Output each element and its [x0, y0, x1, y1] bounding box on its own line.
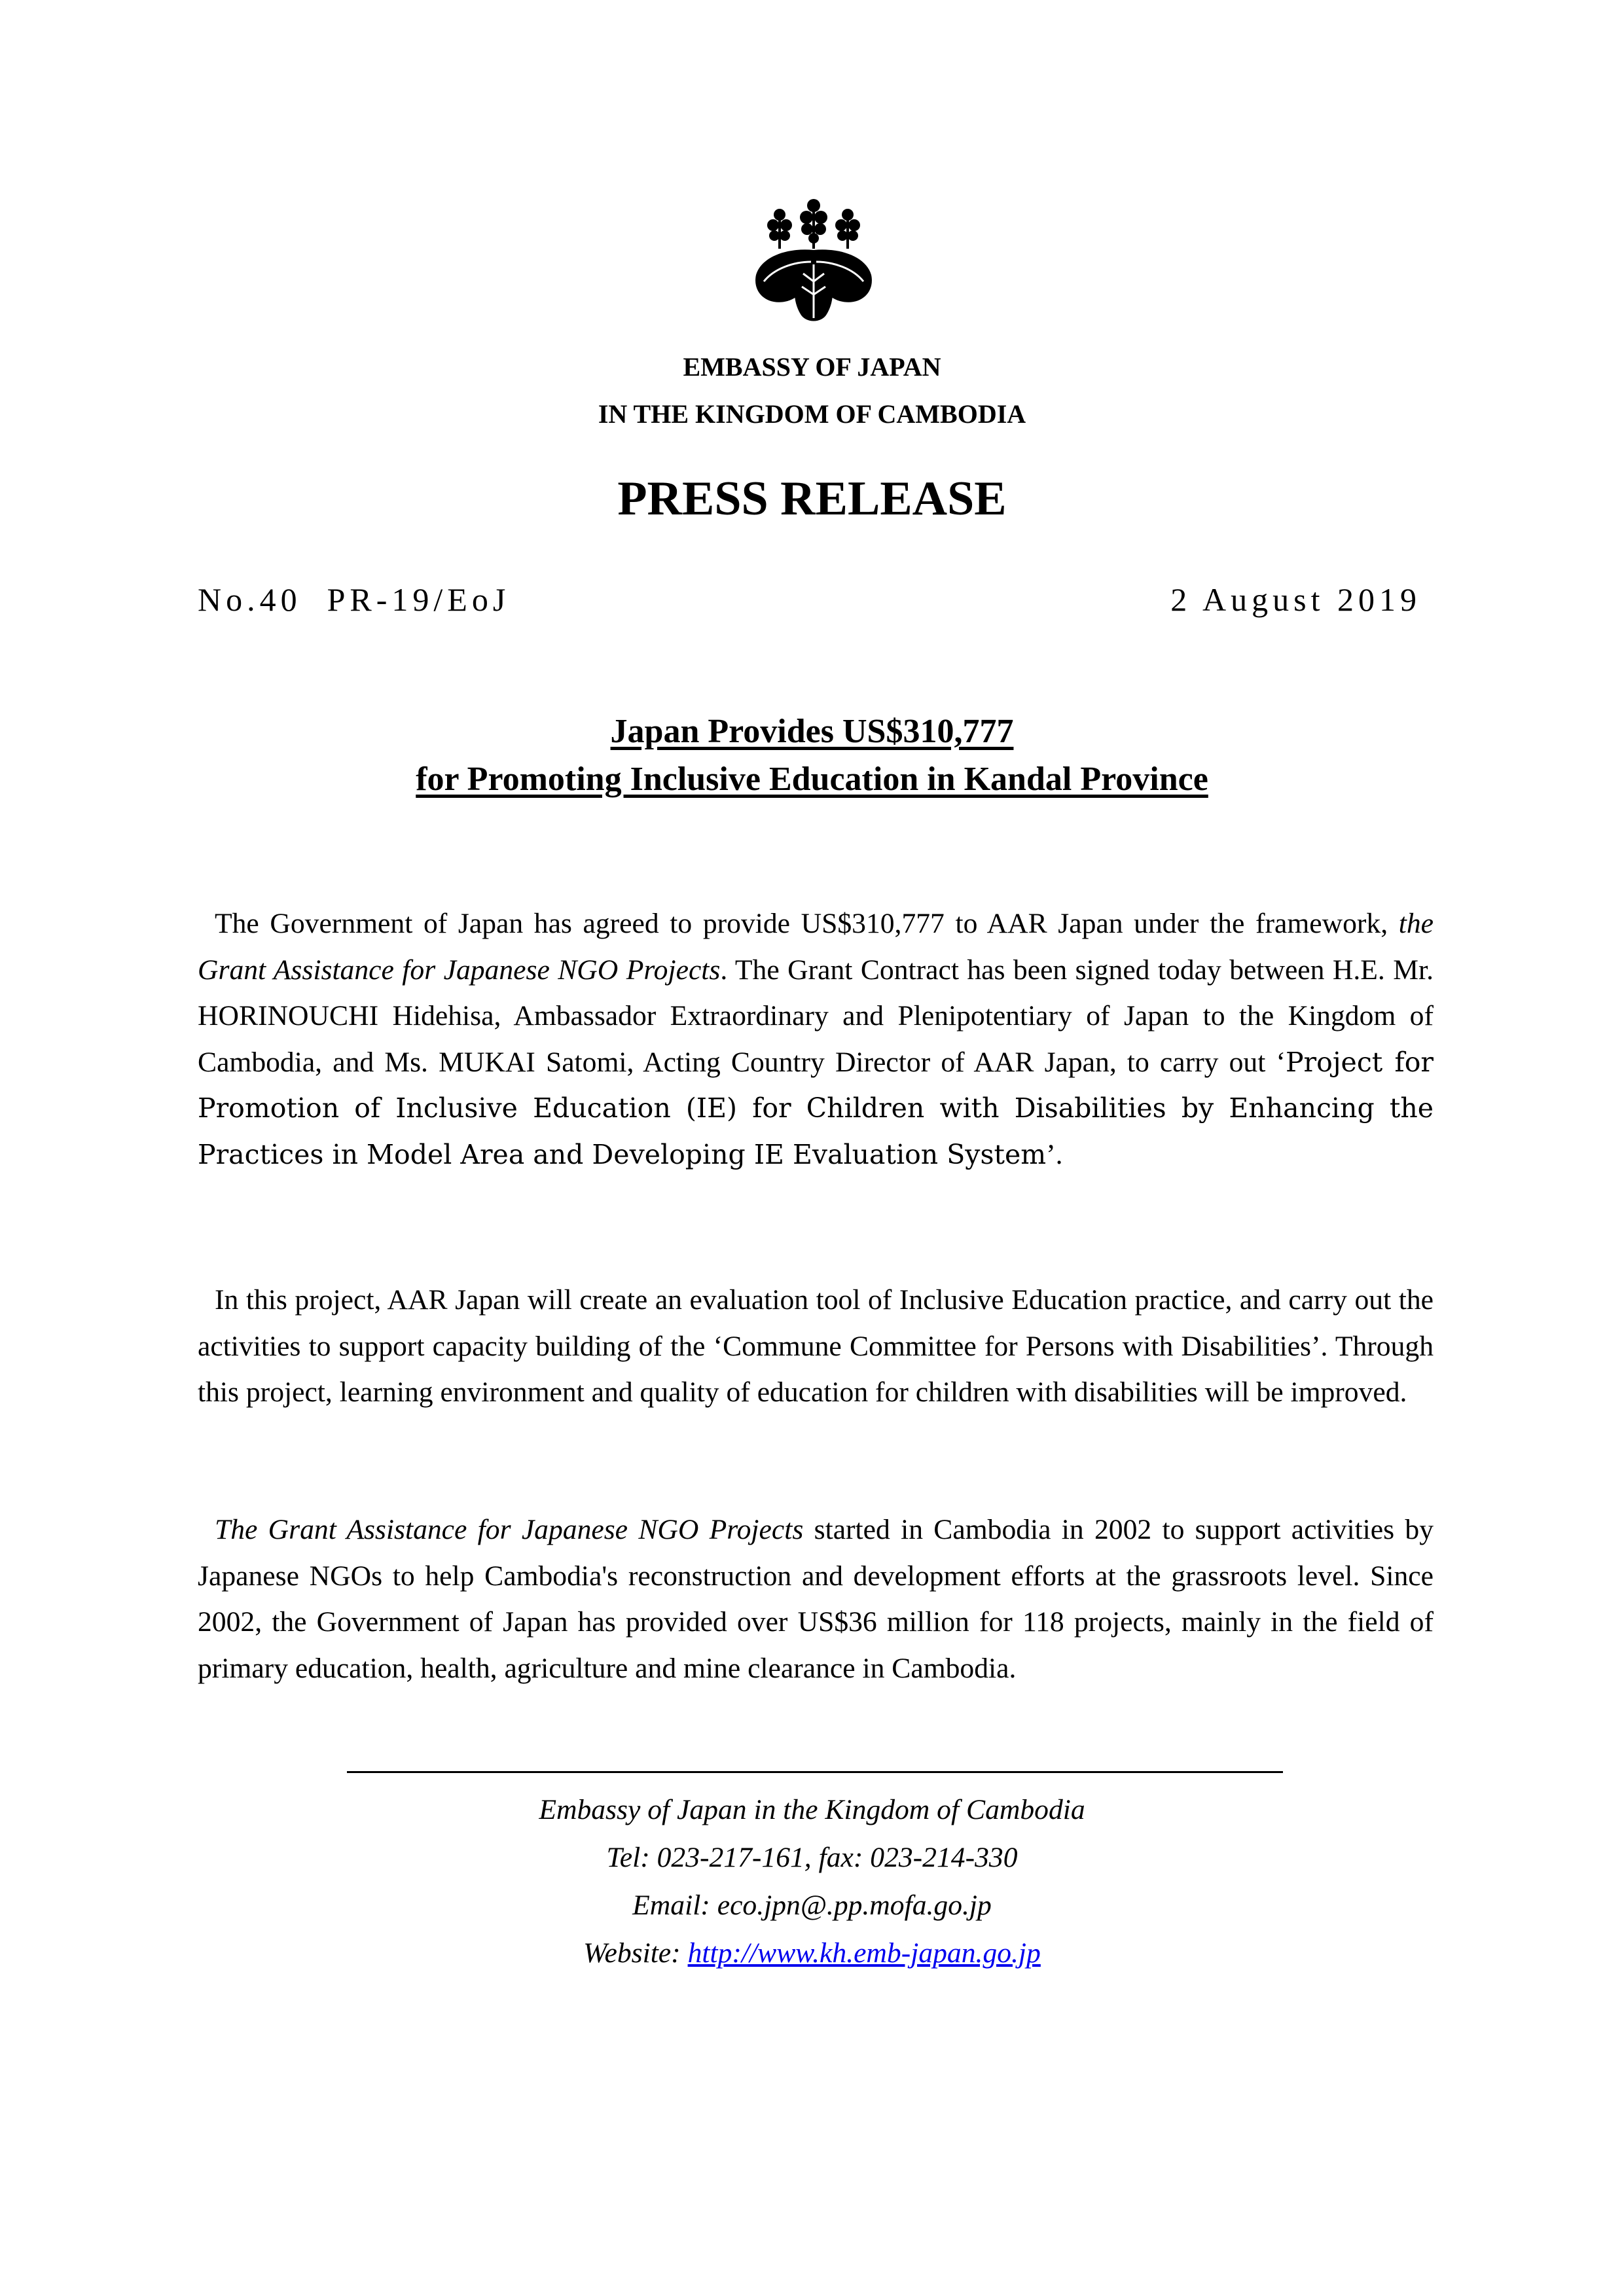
paragraph-project-description-text: In this project, AAR Japan will create an evaluation tool of Inclusive Education practice, and carry out the activities to support capacity building of the ‘Commune Committee for Persons with Disabilities’. Through this project, learning environment and quality of education for children with disabilities will be improved. — [198, 1284, 1434, 1408]
paragraph-program-background — [198, 1507, 1434, 1691]
footer-phone: Tel: 023-217-161, fax: 023-214-330 — [606, 1842, 1018, 1873]
footer-email: Email: eco.jpn@.pp.mofa.go.jp — [632, 1890, 992, 1921]
headline-line1: Japan Provides US$310,777 — [610, 713, 1014, 750]
footer-divider — [347, 1771, 1283, 1773]
reference-number: No.40 PR-19/EoJ — [198, 581, 511, 618]
paragraph-program-background-text: started in Cambodia in 2002 to support activities by Japanese NGOs to help Cambodia's reconstruction and development efforts at the grassroots level. Since 2002, the Government of Japan has provided over US$36 million for 118 projects, mainly in the field of primary education, health, agriculture and mine clearance in Cambodia. — [198, 1514, 1434, 1684]
embassy-name-line2: IN THE KINGDOM OF CAMBODIA — [598, 399, 1026, 429]
paragraph-agreement-text-e: ’. — [1046, 1138, 1063, 1170]
website-link[interactable]: http://www.kh.emb-japan.go.jp — [687, 1937, 1041, 1969]
release-date: 2 August 2019 — [1170, 581, 1421, 618]
paragraph-agreement — [198, 901, 1434, 1177]
project-title: Project for Promotion of Inclusive Education (IE) for Children with Disabilities by Enhancing the Practices in Model Area and Developing IE Evaluation System — [198, 1046, 1434, 1170]
paragraph-agreement-text-a: The Government of Japan has agreed to provide US$310,777 to AAR Japan under the framework, — [215, 908, 1399, 939]
footer-organization: Embassy of Japan in the Kingdom of Cambodia — [539, 1794, 1085, 1825]
footer-website — [0, 1929, 1624, 1977]
paulownia-crest-icon — [748, 196, 879, 327]
headline-line2: for Promoting Inclusive Education in Kandal Province — [416, 761, 1208, 798]
embassy-name-line1: EMBASSY OF JAPAN — [683, 352, 941, 382]
paragraph-agreement-text-c: . The Grant Contract has been signed today between H.E. Mr. HORINOUCHI Hidehisa, Ambassador Extraordinary and Plenipotentiary of Japan to the Kingdom of Cambodia, and Ms. MUKAI Satomi, Acting Country Director of AAR Japan, to carry out ‘ — [198, 954, 1434, 1078]
grant-program-name: the Grant Assistance for Japanese NGO Projects — [198, 908, 1434, 986]
document-type-title: PRESS RELEASE — [617, 472, 1007, 526]
grant-program-name-2: The Grant Assistance for Japanese NGO Projects — [215, 1514, 804, 1545]
reference-line — [198, 573, 1421, 626]
paragraph-project-description — [198, 1277, 1434, 1416]
footer-website-label: Website: — [583, 1937, 688, 1969]
